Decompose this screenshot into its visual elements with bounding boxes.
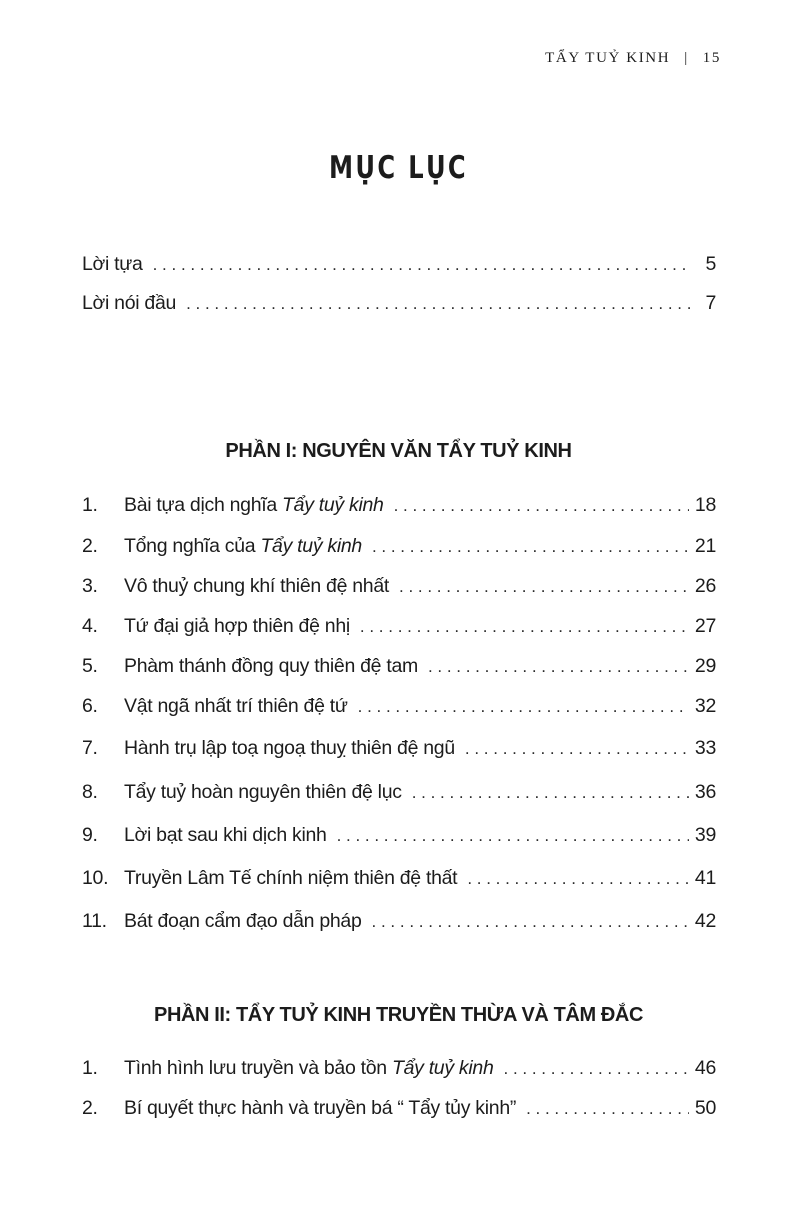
toc-entry-text: Truyền Lâm Tế chính niệm thiên đệ thất	[124, 867, 458, 889]
toc-entry[interactable]	[82, 695, 716, 719]
toc-entry-text: Lời nói đầu	[82, 292, 177, 314]
toc-entry[interactable]	[82, 781, 716, 805]
book-title-italic: Tẩy tuỷ kinh	[282, 494, 384, 516]
toc-entry-number: 11.	[82, 910, 107, 932]
leader-dots	[372, 537, 689, 557]
toc-entry-page: 46	[694, 1057, 716, 1079]
toc-entry[interactable]	[82, 867, 716, 891]
toc-entry-number: 6.	[82, 695, 98, 717]
toc-entry-number: 2.	[82, 535, 98, 557]
toc-entry-page: 39	[694, 824, 716, 846]
toc-entry-page: 32	[694, 695, 716, 717]
toc-entry-text: Lời tựa	[82, 253, 143, 275]
toc-entry-text: Vô thuỷ chung khí thiên đệ nhất	[124, 575, 389, 597]
toc-entry[interactable]	[82, 655, 716, 679]
leader-dots	[186, 294, 690, 314]
toc-entry-page: 41	[694, 867, 716, 889]
toc-entry-page: 36	[694, 781, 716, 803]
toc-entry-page: 21	[694, 535, 716, 557]
toc-entry-page: 5	[705, 253, 716, 275]
toc-entry[interactable]	[82, 1097, 716, 1121]
toc-entry-text: Tổng nghĩa của Tẩy tuỷ kinh	[124, 535, 362, 557]
toc-entry-number: 7.	[82, 737, 98, 759]
leader-dots	[465, 739, 689, 759]
toc-entry-text: Tứ đại giả hợp thiên đệ nhị	[124, 615, 350, 637]
toc-entry-text: Phàm thánh đồng quy thiên đệ tam	[124, 655, 418, 677]
toc-entry[interactable]	[82, 824, 716, 848]
toc-entry-text: Bát đoạn cẩm đạo dẫn pháp	[124, 910, 362, 932]
toc-entry-number: 10.	[82, 867, 109, 889]
toc-entry-page: 33	[694, 737, 716, 759]
toc-entry-page: 26	[694, 575, 716, 597]
toc-entry-text: Bài tựa dịch nghĩa Tẩy tuỷ kinh	[124, 494, 384, 516]
toc-entry-number: 1.	[82, 1057, 98, 1079]
toc-entry-text: Hành trụ lập toạ ngoạ thuỵ thiên đệ ngũ	[124, 737, 455, 759]
leader-dots	[504, 1059, 689, 1079]
toc-entry-text: Bí quyết thực hành và truyền bá “ Tẩy tủy kinh”	[124, 1097, 517, 1119]
page-number: 15	[702, 50, 721, 66]
book-title-italic: Tẩy tuỷ kinh	[260, 535, 362, 557]
toc-entry-page: 50	[694, 1097, 716, 1119]
toc-entry-number: 8.	[82, 781, 98, 803]
toc-entry-text: Vật ngã nhất trí thiên đệ tứ	[124, 695, 348, 717]
page-title: MỤC LỤC	[328, 150, 469, 186]
toc-entry-page: 29	[694, 655, 716, 677]
toc-entry-text: Tình hình lưu truyền và bảo tồn Tẩy tuỷ kinh	[124, 1057, 494, 1079]
toc-entry[interactable]	[82, 535, 716, 559]
part1-heading: PHẦN I: NGUYÊN VĂN TẨY TUỶ KINH	[225, 440, 572, 462]
toc-entry-number: 5.	[82, 655, 98, 677]
toc-entry-number: 9.	[82, 824, 98, 846]
leader-dots	[399, 577, 689, 597]
running-header	[545, 50, 721, 67]
toc-entry-page: 27	[694, 615, 716, 637]
toc-entry-number: 1.	[82, 494, 98, 516]
toc-entry-text: Tẩy tuỷ hoàn nguyên thiên đệ lục	[124, 781, 402, 803]
toc-entry-number: 2.	[82, 1097, 98, 1119]
leader-dots	[526, 1099, 689, 1119]
toc-entry[interactable]	[82, 494, 716, 518]
header-separator: |	[684, 50, 689, 66]
toc-entry[interactable]	[82, 737, 716, 761]
part2-heading: PHẦN II: TẨY TUỶ KINH TRUYỀN THỪA VÀ TÂM ĐẮC	[154, 1004, 643, 1026]
toc-entry[interactable]	[82, 575, 716, 599]
leader-dots	[358, 697, 689, 717]
leader-dots	[467, 869, 689, 889]
leader-dots	[394, 496, 689, 516]
toc-entry-page: 7	[705, 292, 716, 314]
toc-entry-number: 3.	[82, 575, 98, 597]
toc-entry-number: 4.	[82, 615, 98, 637]
toc-entry[interactable]	[82, 1057, 716, 1081]
leader-dots	[428, 657, 689, 677]
toc-entry-foreword[interactable]	[82, 292, 716, 316]
toc-entry[interactable]	[82, 910, 716, 934]
toc-entry-text: Lời bạt sau khi dịch kinh	[124, 824, 327, 846]
toc-entry-preface[interactable]	[82, 253, 716, 277]
leader-dots	[360, 617, 689, 637]
book-title-italic: Tẩy tuỷ kinh	[391, 1057, 494, 1079]
leader-dots	[372, 912, 689, 932]
running-header-title: TẨY TUỶ KINH	[545, 50, 671, 66]
leader-dots	[412, 783, 689, 803]
toc-entry[interactable]	[82, 615, 716, 639]
toc-entry-page: 42	[694, 910, 716, 932]
leader-dots	[337, 826, 689, 846]
leader-dots	[153, 255, 690, 275]
toc-entry-page: 18	[694, 494, 716, 516]
